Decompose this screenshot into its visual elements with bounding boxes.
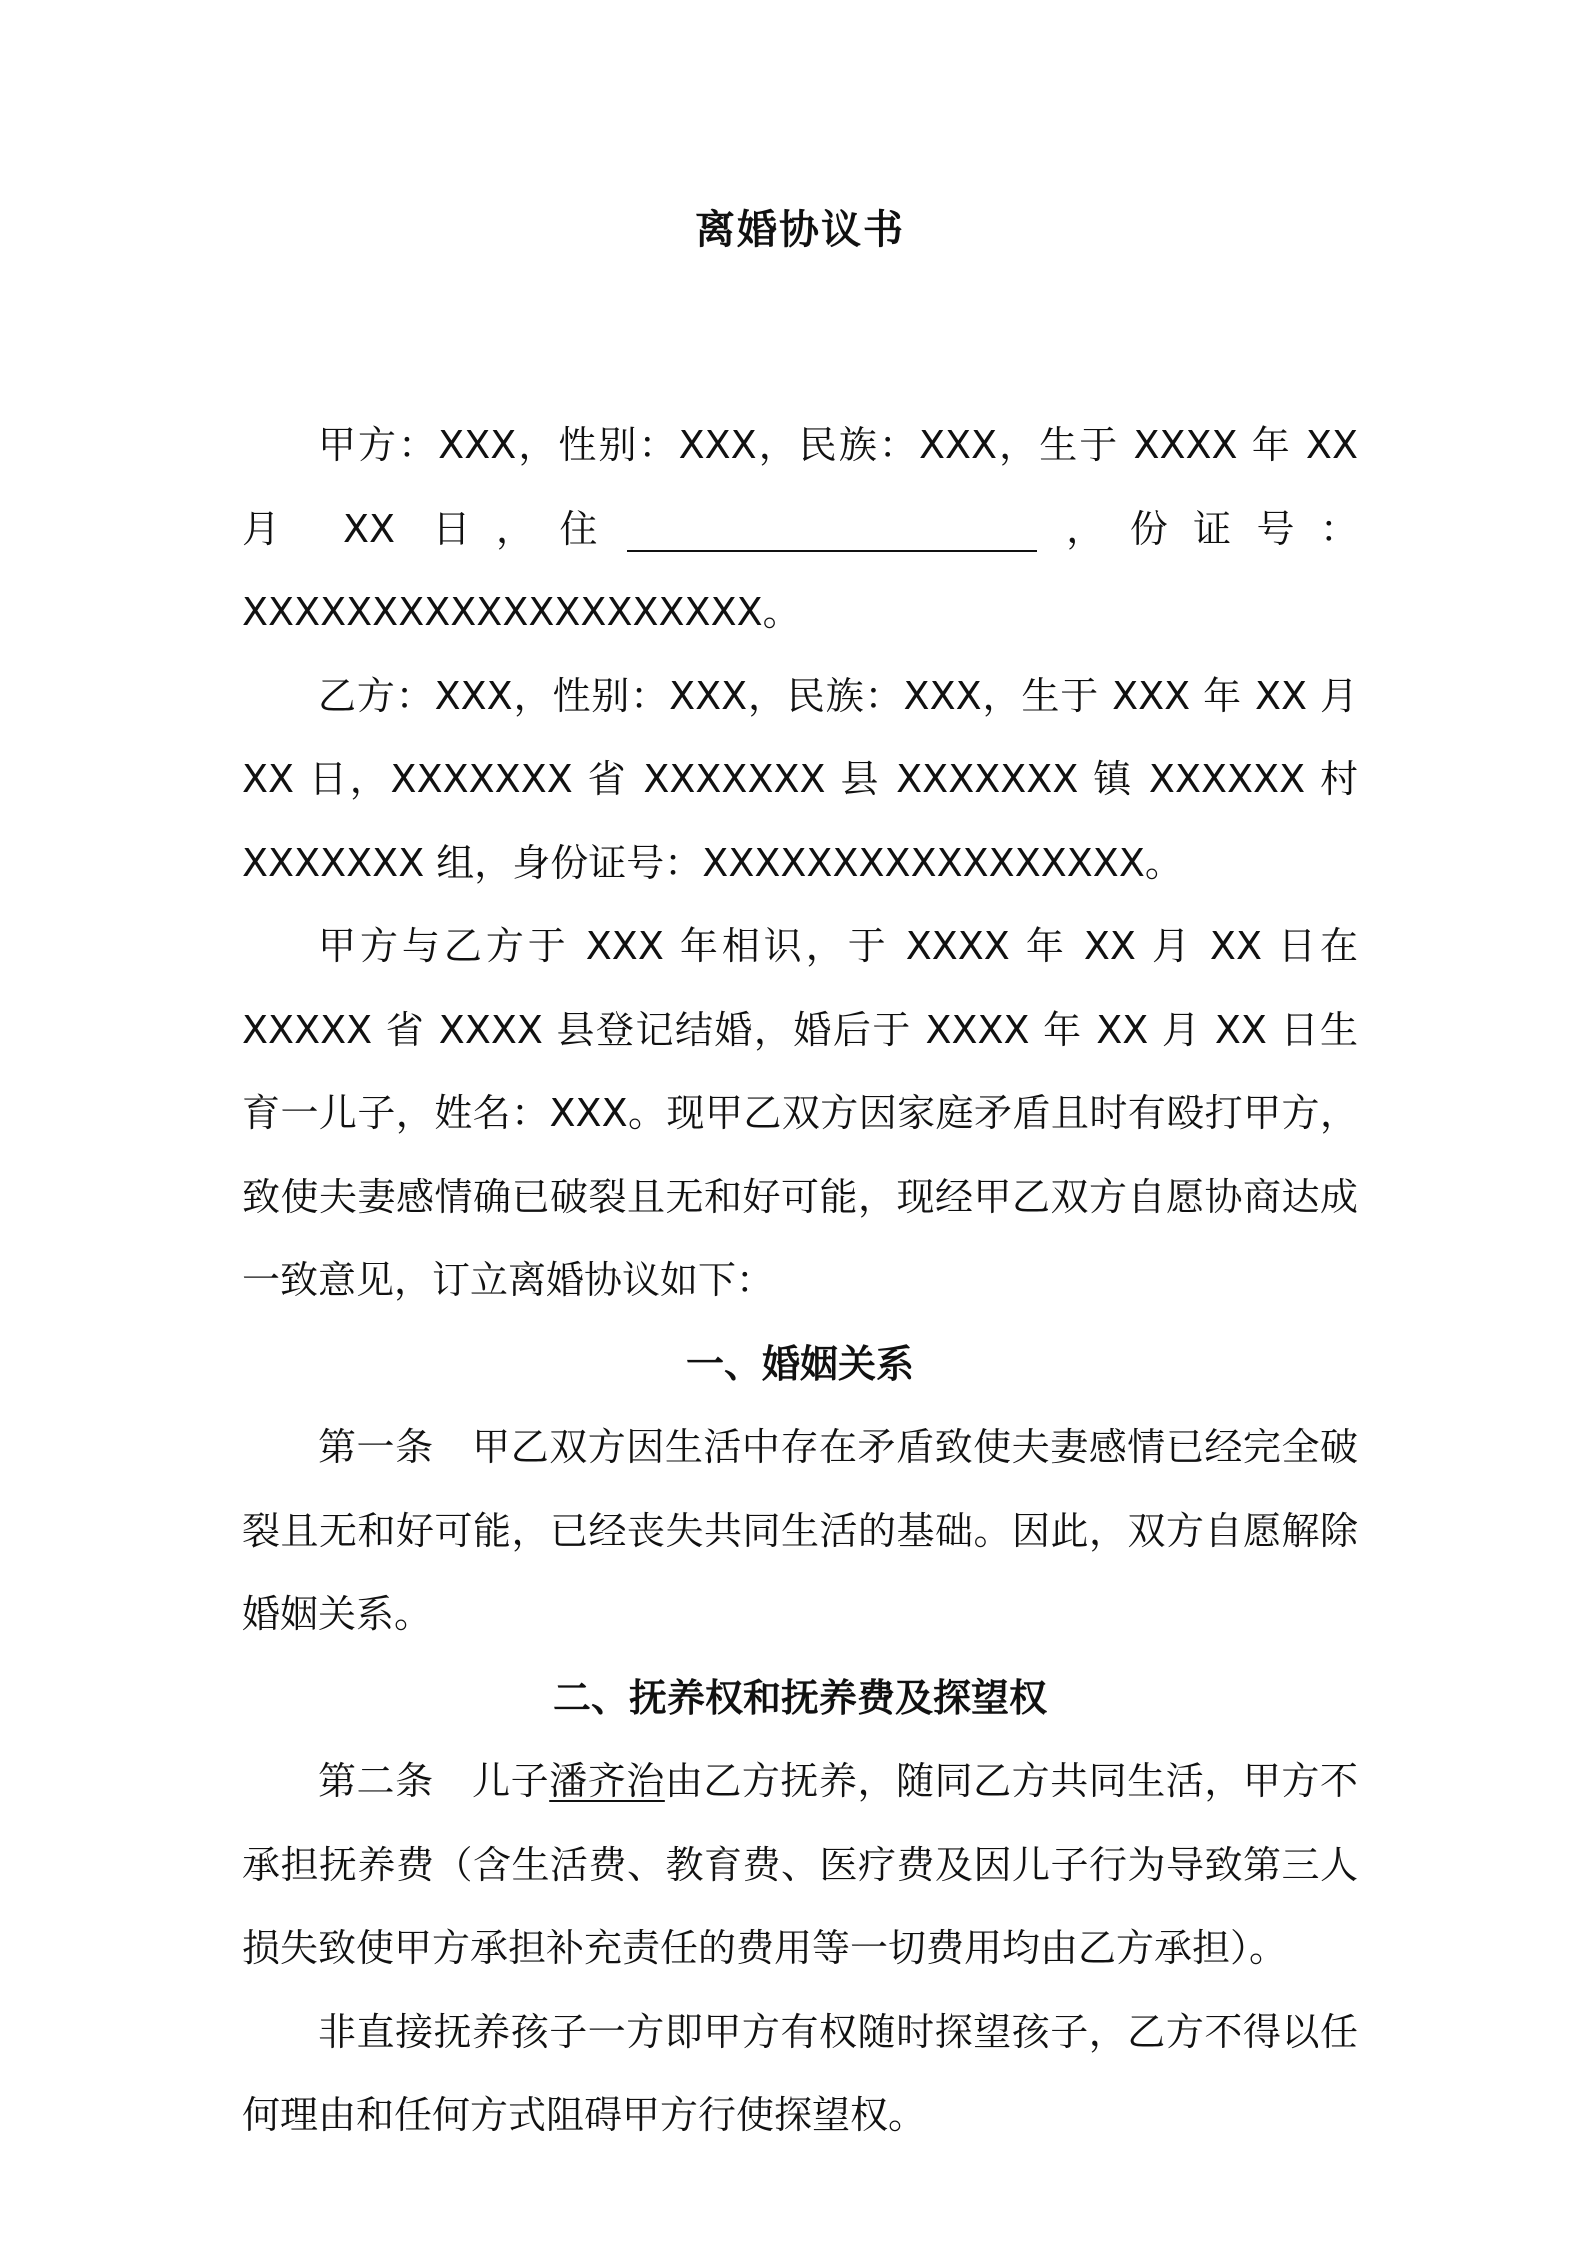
document-body bbox=[242, 190, 1358, 2158]
section-2-heading: 二、抚养权和抚养费及探望权 bbox=[552, 1675, 1047, 1720]
document-title: 离婚协议书 bbox=[695, 207, 905, 253]
article-2-text: 由乙方抚养，随同乙方共同生活，甲方不承担抚养费（含生活费、教育费、医疗费及因儿子行为导致第三人损失致使甲方承担补充责任的费用等一切费用均由乙方承担）。 bbox=[242, 1759, 1358, 1970]
section-1-heading: 一、婚姻关系 bbox=[685, 1341, 914, 1386]
visitation-paragraph: 非直接抚养孩子一方即甲方有权随时探望孩子，乙方不得以任何理由和任何方式阻碍甲方行使探望权。 bbox=[242, 2009, 1358, 2137]
article-2-prefix: 儿子 bbox=[471, 1759, 550, 1803]
article-2-paragraph bbox=[242, 1740, 1358, 1991]
party-a-paragraph bbox=[242, 404, 1358, 655]
article-2-label: 第二条 bbox=[318, 1759, 434, 1803]
article-1-text: 甲乙双方因生活中存在矛盾致使夫妻感情已经完全破裂且无和好可能，已经丧失共同生活的基础。因此，双方自愿解除婚姻关系。 bbox=[242, 1425, 1358, 1636]
preamble-paragraph: 甲方与乙方于 XXX 年相识，于 XXXX 年 XX 月 XX 日在 XXXXX 省 XXXX 县登记结婚，婚后于 XXXX 年 XX 月 XX 日生育一儿子，姓名：XXX。现甲乙双方因家庭矛盾且时有殴打甲方，致使夫妻感情确已破裂且无和好可能，现经甲乙双方自愿协商达成一致意见，订立离婚协议如下： bbox=[242, 924, 1358, 1302]
article-1-paragraph bbox=[242, 1406, 1358, 1657]
address-blank-line bbox=[627, 506, 1037, 552]
child-name: 潘齐治 bbox=[549, 1759, 665, 1803]
party-a-text-before: 甲方：XXX，性别：XXX，民族：XXX，生于 XXXX 年 XX 月 XX 日，住 bbox=[242, 423, 1358, 551]
party-b-paragraph: 乙方：XXX，性别：XXX，民族：XXX，生于 XXX 年 XX 月 XX 日，XXXXXXX 省 XXXXXXX 县 XXXXXXX 镇 XXXXXX 村 XXXXXXX 组，身份证号：XXXXXXXXXXXXXXXXX。 bbox=[242, 673, 1358, 885]
article-1-label: 第一条 bbox=[318, 1425, 434, 1469]
party-a-text-after: ，份证号：XXXXXXXXXXXXXXXXXXXX。 bbox=[242, 506, 1358, 634]
